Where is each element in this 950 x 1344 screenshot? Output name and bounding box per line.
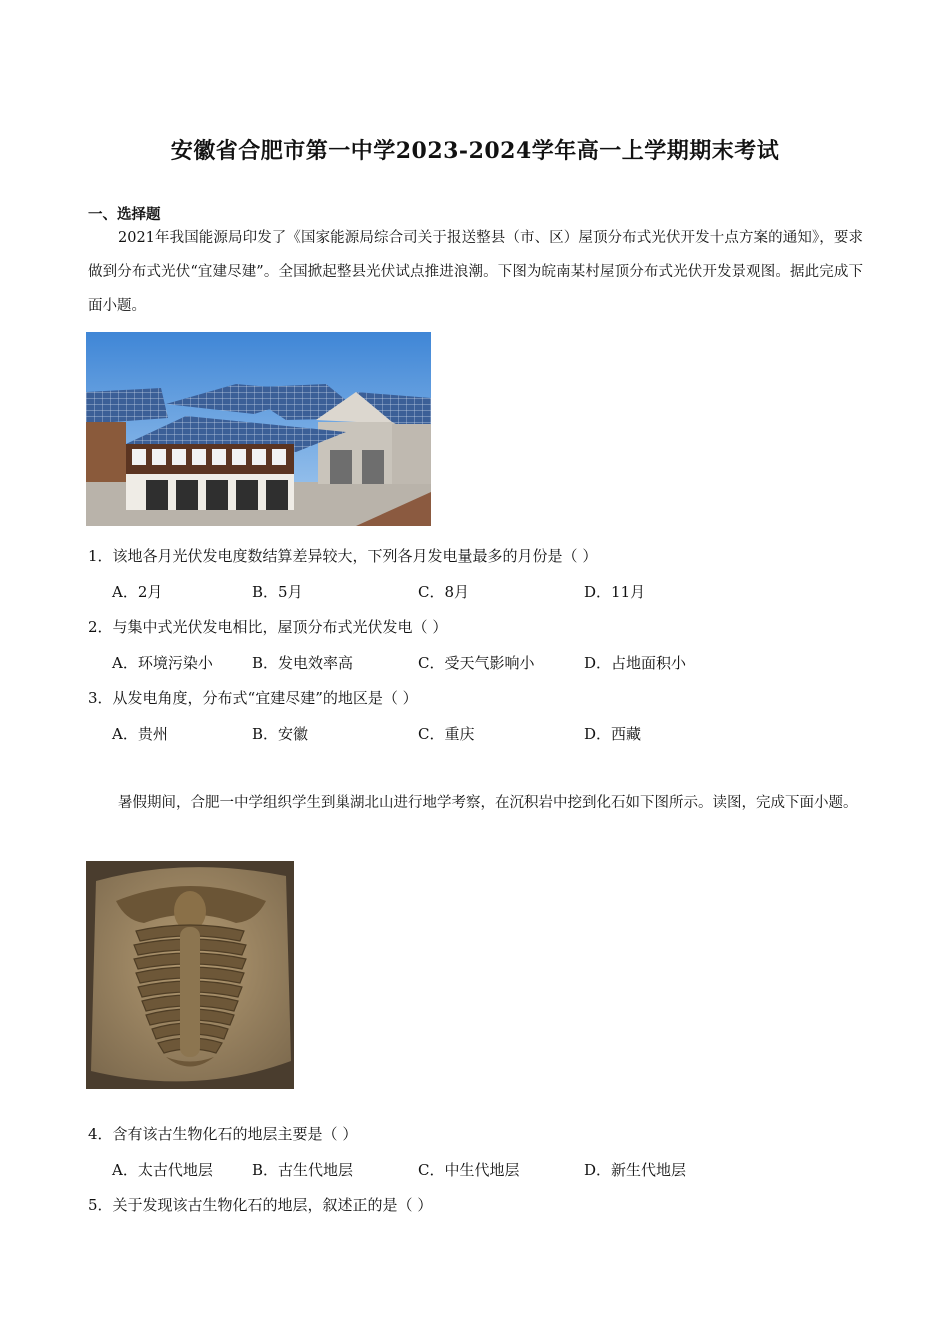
question-4: 4．含有该古生物化石的地层主要是（ ）: [88, 1125, 358, 1143]
section-heading: 一、选择题: [88, 206, 161, 223]
option-c[interactable]: C．受天气影响小: [418, 654, 535, 672]
options-1: [112, 581, 872, 603]
option-b[interactable]: B．5月: [252, 583, 303, 601]
option-c[interactable]: C．中生代地层: [418, 1161, 520, 1179]
option-b[interactable]: B．安徽: [252, 725, 309, 743]
question-3: 3．从发电角度，分布式“宜建尽建”的地区是（ ）: [88, 689, 418, 707]
passage-1: [88, 221, 863, 323]
option-d[interactable]: D．新生代地层: [584, 1161, 687, 1179]
option-d[interactable]: D．11月: [584, 583, 646, 601]
question-1: 1．该地各月光伏发电度数结算差异较大，下列各月发电量最多的月份是（ ）: [88, 547, 598, 565]
option-b[interactable]: B．发电效率高: [252, 654, 354, 672]
options-2: [112, 652, 872, 674]
option-a[interactable]: A．环境污染小: [112, 654, 213, 672]
options-4: [112, 1159, 872, 1181]
passage-2: [88, 786, 863, 820]
option-a[interactable]: A．贵州: [112, 725, 168, 743]
question-2: 2．与集中式光伏发电相比，屋顶分布式光伏发电（ ）: [88, 618, 448, 636]
options-3: [112, 723, 872, 745]
option-c[interactable]: C．8月: [418, 583, 470, 601]
page-title: 安徽省合肥市第一中学2023-2024学年高一上学期期末考试: [170, 138, 780, 164]
option-d[interactable]: D．占地面积小: [584, 654, 687, 672]
rooftop-solar-photo: [86, 332, 431, 526]
passage-2-text: 暑假期间，合肥一中学组织学生到巢湖北山进行地学考察，在沉积岩中挖到化石如下图所示。读图，完成下面小题。: [118, 795, 858, 811]
option-a[interactable]: A．太古代地层: [112, 1161, 213, 1179]
question-5: 5．关于发现该古生物化石的地层，叙述正的是（ ）: [88, 1196, 433, 1214]
option-d[interactable]: D．西藏: [584, 725, 642, 743]
option-c[interactable]: C．重庆: [418, 725, 475, 743]
passage-1-text: 2021年我国能源局印发了《国家能源局综合司关于报送整县（市、区）屋顶分布式光伏开发十点方案的通知》，要求做到分布式光伏“宜建尽建”。全国掀起整县光伏试点推进浪潮。下图为皖南某村屋顶分布式光伏开发景观图。据此完成下面小题。: [88, 230, 863, 314]
option-a[interactable]: A．2月: [112, 583, 163, 601]
trilobite-fossil-photo: [86, 861, 294, 1089]
option-b[interactable]: B．古生代地层: [252, 1161, 354, 1179]
